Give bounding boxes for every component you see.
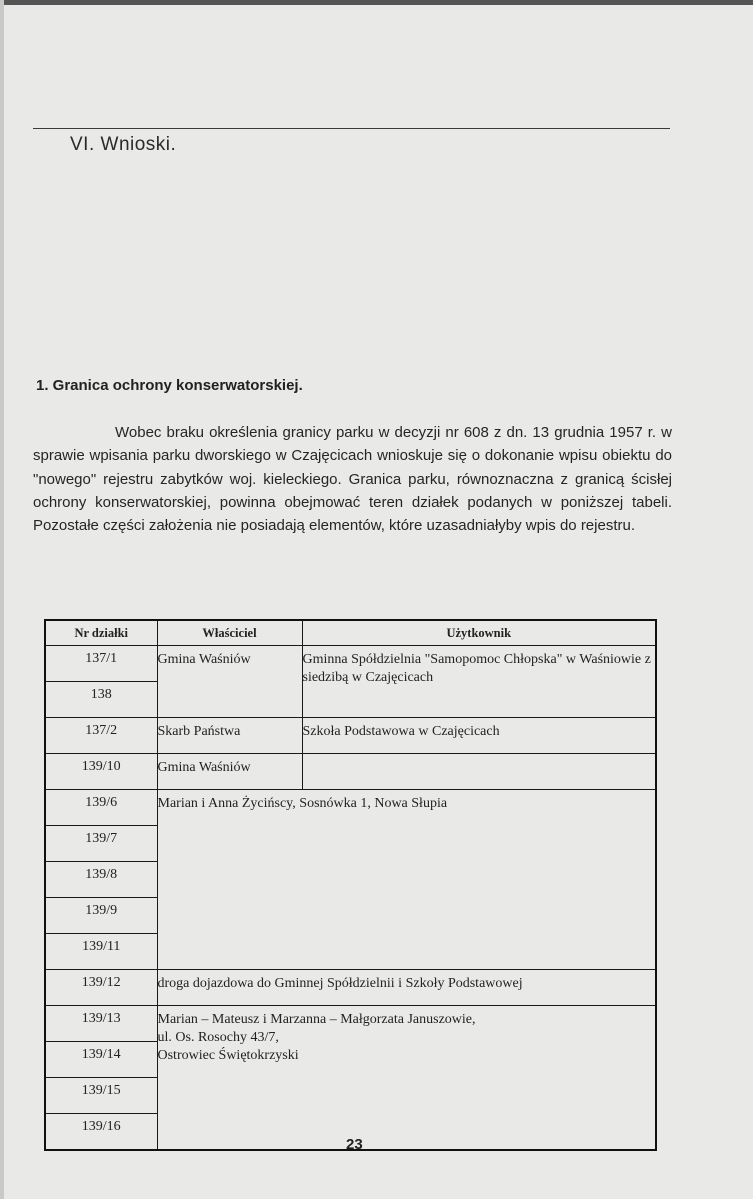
owner-cell: Skarb Państwa — [157, 718, 302, 754]
parcel-cell: 139/11 — [45, 934, 157, 970]
page-number: 23 — [346, 1136, 363, 1153]
owner-user-merged-cell: Marian i Anna Życińscy, Sosnówka 1, Nowa Słupia — [157, 790, 656, 970]
user-cell: Gminna Spółdzielnia "Samopomoc Chłopska" w Waśniowie z siedzibą w Czajęcicach — [302, 646, 656, 718]
page-top-edge — [0, 0, 753, 5]
parcels-table — [44, 619, 657, 1151]
owner-cell: Gmina Waśniów — [157, 754, 302, 790]
parcel-cell: 139/12 — [45, 970, 157, 1006]
parcel-cell: 137/1 — [45, 646, 157, 682]
parcel-cell: 139/15 — [45, 1078, 157, 1114]
subsection-heading: 1. Granica ochrony konserwatorskiej. — [36, 377, 303, 394]
owner-user-merged-cell — [157, 1006, 656, 1151]
table-row — [45, 1006, 656, 1042]
parcel-cell: 138 — [45, 682, 157, 718]
user-cell: Szkoła Podstawowa w Czajęcicach — [302, 718, 656, 754]
parcel-cell: 139/16 — [45, 1114, 157, 1151]
januszowie-line: ul. Os. Rosochy 43/7, — [157, 1030, 279, 1045]
owner-cell: Gmina Waśniów — [157, 646, 302, 718]
section-rule — [33, 128, 670, 129]
table-row — [45, 970, 656, 1006]
header-owner: Właściciel — [157, 620, 302, 646]
table-row — [45, 718, 656, 754]
parcel-cell: 139/10 — [45, 754, 157, 790]
table-row — [45, 646, 656, 682]
table-row — [45, 754, 656, 790]
table-header-row — [45, 620, 656, 646]
section-heading: VI. Wnioski. — [70, 134, 177, 155]
paragraph-text: Wobec braku określenia granicy parku w decyzji nr 608 z dn. 13 grudnia 1957 r. w sprawie wpisania parku dworskiego w Czajęcicach wnioskuje się o dokonanie wpisu obiektu do "nowego" rejestru zabytków woj. kieleckiego. Granica parku, równoznaczna z granicą ścisłej ochrony konserwatorskiej, powinna obejmować teren działek podanych w poniższej tabeli. Pozostałe części założenia nie posiadają elementów, które uzasadniałyby wpis do rejestru. — [33, 424, 672, 535]
parcel-cell: 139/9 — [45, 898, 157, 934]
header-parcel: Nr działki — [45, 620, 157, 646]
page-left-edge — [0, 0, 4, 1199]
parcel-cell: 139/8 — [45, 862, 157, 898]
body-paragraph — [33, 421, 672, 537]
parcel-cell: 139/7 — [45, 826, 157, 862]
owner-user-merged-cell: droga dojazdowa do Gminnej Spółdzielnii i Szkoły Podstawowej — [157, 970, 656, 1006]
user-cell-empty — [302, 754, 656, 790]
parcel-cell: 137/2 — [45, 718, 157, 754]
table-row — [45, 790, 656, 826]
januszowie-line: Marian – Mateusz i Marzanna – Małgorzata Januszowie, — [157, 1012, 476, 1027]
header-user: Użytkownik — [302, 620, 656, 646]
januszowie-line: Ostrowiec Świętokrzyski — [157, 1048, 299, 1063]
parcel-cell: 139/6 — [45, 790, 157, 826]
parcel-cell: 139/13 — [45, 1006, 157, 1042]
parcel-cell: 139/14 — [45, 1042, 157, 1078]
